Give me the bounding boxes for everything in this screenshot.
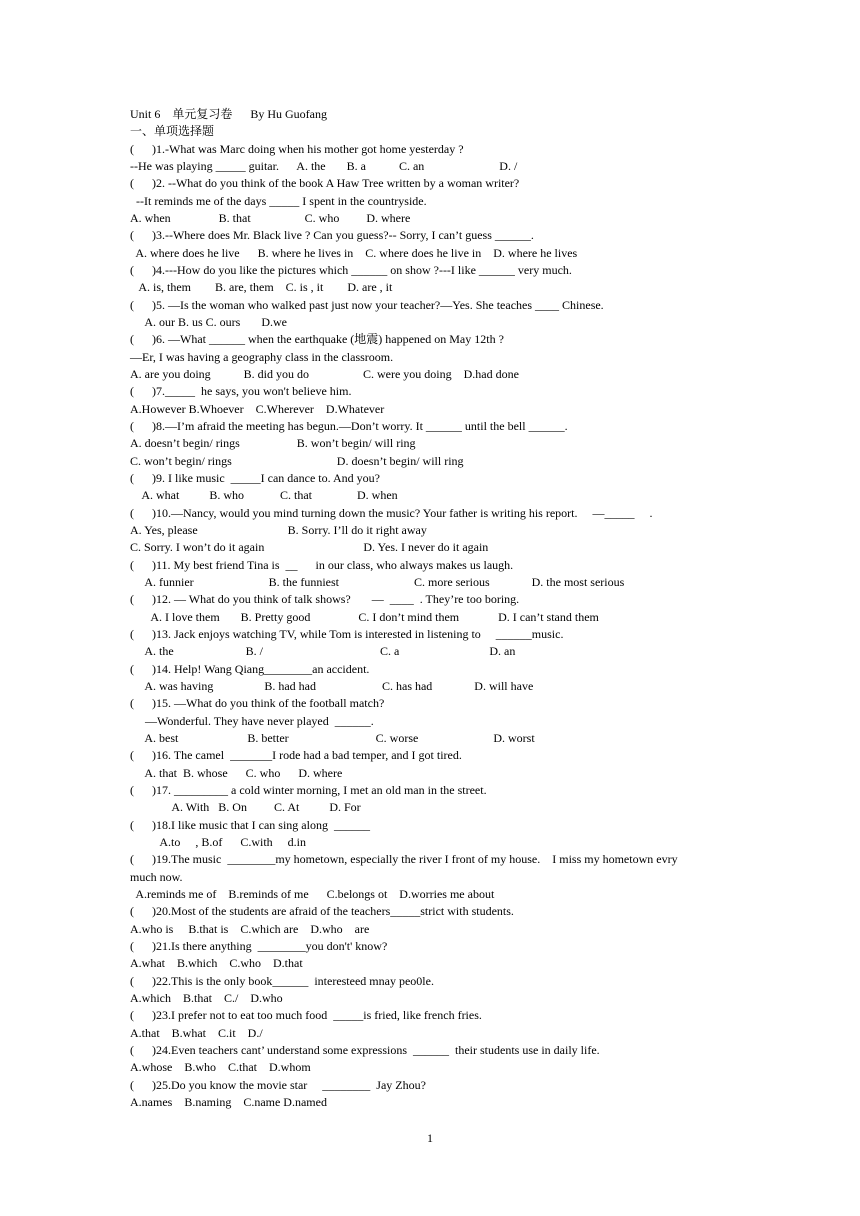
text-line: ( )19.The music ________my hometown, especially the river I front of my house. I miss my hometown evry — [130, 852, 678, 867]
text-line: A. that B. whose C. who D. where — [130, 765, 343, 780]
text-line: ( )4.---How do you like the pictures which ______ on show ?---I like ______ very much. — [130, 263, 572, 277]
text-line: A.However B.Whoever C.Wherever D.Whatever — [130, 401, 385, 416]
text-line: ( )24.Even teachers cant’ understand some expressions ______ their students use in daily life. — [130, 1042, 600, 1057]
text-line: A.reminds me of B.reminds of me C.belongs ot D.worries me about — [130, 886, 495, 901]
text-line: Unit 6 单元复习卷 By Hu Guofang — [130, 107, 327, 121]
text-line: ( )17. _________ a cold winter morning, I met an old man in the street. — [130, 782, 487, 797]
text-line: ( )2. --What do you think of the book A Haw Tree written by a woman writer? — [130, 176, 520, 191]
text-line: ( )14. Help! Wang Qiang________an accident. — [130, 661, 370, 676]
text-line: ( )23.I prefer not to eat too much food _____is fried, like french fries. — [130, 1008, 482, 1023]
text-line: A. is, them B. are, them C. is , it D. are , it — [130, 280, 393, 295]
text-line: ( )12. — What do you think of talk shows? — ____ . They’re too boring. — [130, 592, 520, 607]
text-line: A. I love them B. Pretty good C. I don’t mind them D. I can’t stand them — [130, 609, 599, 624]
text-line: A. funnier B. the funniest C. more serious D. the most serious — [130, 574, 625, 589]
text-line: —Er, I was having a geography class in the classroom. — [130, 349, 394, 364]
text-line: ( )21.Is there anything ________you don't' know? — [130, 938, 388, 953]
text-line: ( )18.I like music that I can sing along ______ — [130, 817, 370, 832]
text-line: A.who is B.that is C.which are D.who are — [130, 921, 370, 936]
text-line: A.whose B.who C.that D.whom — [130, 1060, 311, 1075]
text-line: ( )20.Most of the students are afraid of the teachers_____strict with students. — [130, 904, 514, 919]
text-line: ( )15. —What do you think of the football match? — [130, 696, 385, 711]
text-line: ( )9. I like music _____I can dance to. And you? — [130, 470, 380, 485]
text-line: A.what B.which C.who D.that — [130, 956, 303, 971]
text-line: C. Sorry. I won’t do it again D. Yes. I never do it again — [130, 540, 489, 555]
text-line: ( )22.This is the only book______ interesteed mnay peo0le. — [130, 973, 434, 988]
text-line: A. are you doing B. did you do C. were you doing D.had done — [130, 366, 519, 381]
text-line: ( )6. —What ______ when the earthquake (地震) happened on May 12th ? — [130, 332, 504, 347]
text-line: —Wonderful. They have never played ______. — [130, 713, 374, 728]
text-line: A. when B. that C. who D. where — [130, 211, 411, 225]
text-line: A. doesn’t begin/ rings B. won’t begin/ will ring — [130, 436, 416, 451]
text-line: A.to , B.of C.with d.in — [130, 834, 307, 849]
text-line: A. Yes, please B. Sorry. I’ll do it right away — [130, 522, 427, 537]
text-line: 一、单项选择题 — [130, 124, 215, 139]
text-line: ( )1.-What was Marc doing when his mother got home yesterday ? — [130, 141, 464, 156]
text-line: A.names B.naming C.name D.named — [130, 1094, 327, 1109]
text-line: C. won’t begin/ rings D. doesn’t begin/ will ring — [130, 453, 464, 468]
text-line: A. our B. us C. ours D.we — [130, 315, 288, 329]
text-line: ( )3.--Where does Mr. Black live ? Can you guess?-- Sorry, I can’t guess ______. — [130, 228, 534, 243]
page-number: 1 — [427, 1131, 433, 1145]
text-line: ( )5. —Is the woman who walked past just now your teacher?—Yes. She teaches ____ Chinese. — [130, 297, 604, 312]
text-line: ( )7._____ he says, you won't believe him. — [130, 384, 352, 399]
text-line: A. what B. who C. that D. when — [130, 488, 398, 503]
text-line: ( )10.—Nancy, would you mind turning down the music? Your father is writing his report. —_____ . — [130, 505, 653, 520]
text-line: much now. — [130, 869, 183, 884]
text-line: A. best B. better C. worse D. worst — [130, 730, 535, 745]
text-line: --He was playing _____ guitar. A. the B. a C. an D. / — [130, 159, 518, 173]
text-line: A. With B. On C. At D. For — [130, 800, 361, 815]
text-line: A. the B. / C. a D. an — [130, 644, 516, 659]
text-line: A. was having B. had had C. has had D. will have — [130, 678, 534, 693]
text-line: ( )8.—I’m afraid the meeting has begun.—Don’t worry. It ______ until the bell ______. — [130, 418, 568, 433]
text-line: A. where does he live B. where he lives in C. where does he live in D. where he lives — [130, 245, 578, 260]
text-line: ( )11. My best friend Tina is __ in our class, who always makes us laugh. — [130, 557, 514, 572]
text-line: ( )16. The camel _______I rode had a bad temper, and I got tired. — [130, 748, 462, 763]
text-line: ( )25.Do you know the movie star ________ Jay Zhou? — [130, 1077, 426, 1092]
text-line: ( )13. Jack enjoys watching TV, while Tom is interested in listening to ______music. — [130, 626, 564, 641]
text-line: A.that B.what C.it D./ — [130, 1025, 263, 1040]
text-line: A.which B.that C./ D.who — [130, 990, 283, 1005]
text-line: --It reminds me of the days _____ I spent in the countryside. — [130, 193, 427, 208]
